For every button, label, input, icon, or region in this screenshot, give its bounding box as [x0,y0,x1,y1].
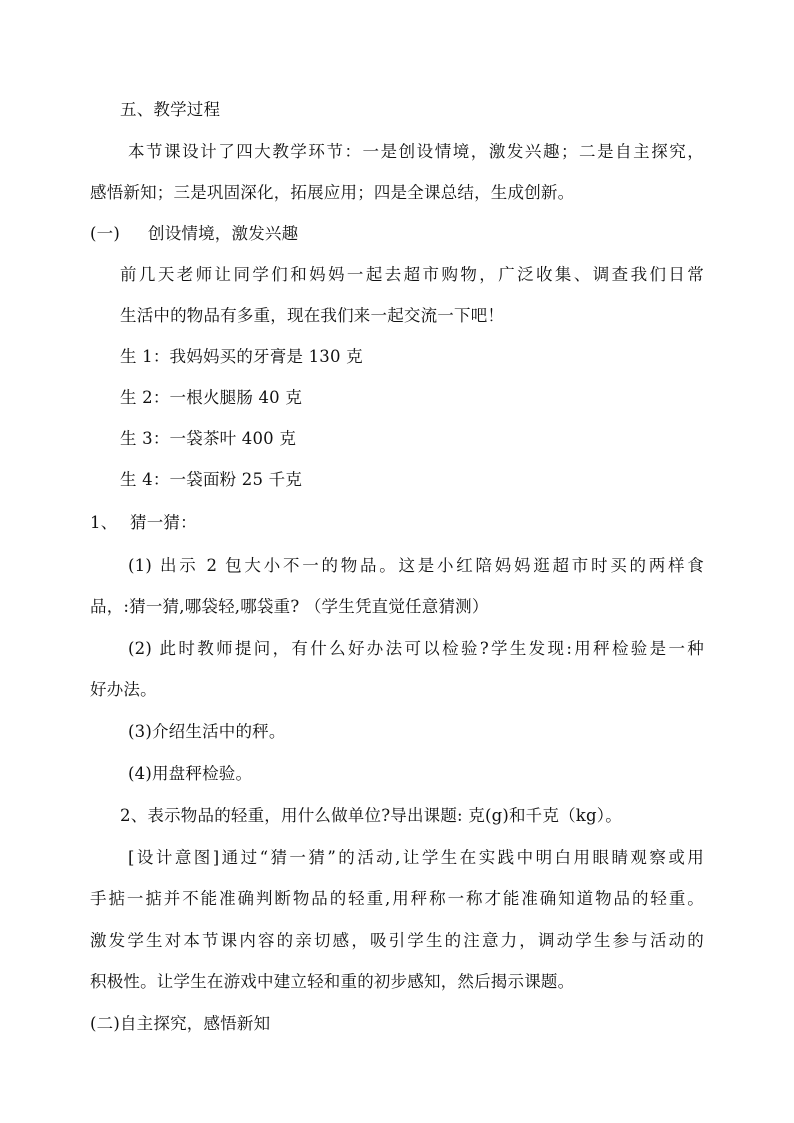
guess-number: 1、 [90,513,118,532]
guess-item-1-line-1: (1) 出示 2 包大小不一的物品。这是小红陪妈妈逛超市时买的两样食 [128,556,704,575]
student-answer-3: 生 3：一袋茶叶 400 克 [120,429,297,448]
intro-line-2: 感悟新知；三是巩固深化，拓展应用；四是全课总结，生成创新。 [90,183,575,202]
design-intent-line-4: 积极性。让学生在游戏中建立轻和重的初步感知，然后揭示课题。 [90,972,575,991]
guess-item-1-line-2: 品，:猜一猜,哪袋轻,哪袋重? （学生凭直觉任意猜测） [90,597,489,616]
section-title: 五、教学过程 [120,100,221,119]
guess-item-2-line-2: 好办法。 [90,680,157,699]
design-intent-line-2: 手掂一掂并不能准确判断物品的轻重,用秤称一称才能准确知道物品的轻重。 [90,889,704,908]
guess-item-2-line-1: (2) 此时教师提问，有什么好办法可以检验?学生发现:用秤检验是一种 [128,639,704,658]
part1-para-line-1: 前几天老师让同学们和妈妈一起去超市购物，广泛收集、调查我们日常 [120,265,704,284]
part1-para-line-2: 生活中的物品有多重，现在我们来一起交流一下吧！ [120,306,505,325]
part1-number: (一) [90,224,120,243]
design-intent-line-1: [设计意图]通过“猜一猜”的活动,让学生在实践中明白用眼睛观察或用 [128,848,704,867]
student-answer-4: 生 4：一袋面粉 25 千克 [120,470,303,489]
guess-item-4: (4)用盘秤检验。 [128,764,253,783]
unit-line: 2、表示物品的轻重，用什么做单位?导出课题: 克(g)和千克（kg）。 [120,806,622,825]
design-intent-line-3: 激发学生对本节课内容的亲切感，吸引学生的注意力，调动学生参与活动的 [90,931,704,950]
student-answer-2: 生 2：一根火腿肠 40 克 [120,388,303,407]
part1-title: 创设情境，激发兴趣 [148,224,299,243]
student-answer-1: 生 1：我妈妈买的牙膏是 130 克 [120,347,363,366]
intro-line-1: 本节课设计了四大教学环节：一是创设情境，激发兴趣；二是自主探究， [128,142,704,161]
guess-title: 猜一猜： [130,513,197,532]
part2-title: (二)自主探究，感悟新知 [90,1014,271,1033]
guess-item-3: (3)介绍生活中的秤。 [128,722,286,741]
